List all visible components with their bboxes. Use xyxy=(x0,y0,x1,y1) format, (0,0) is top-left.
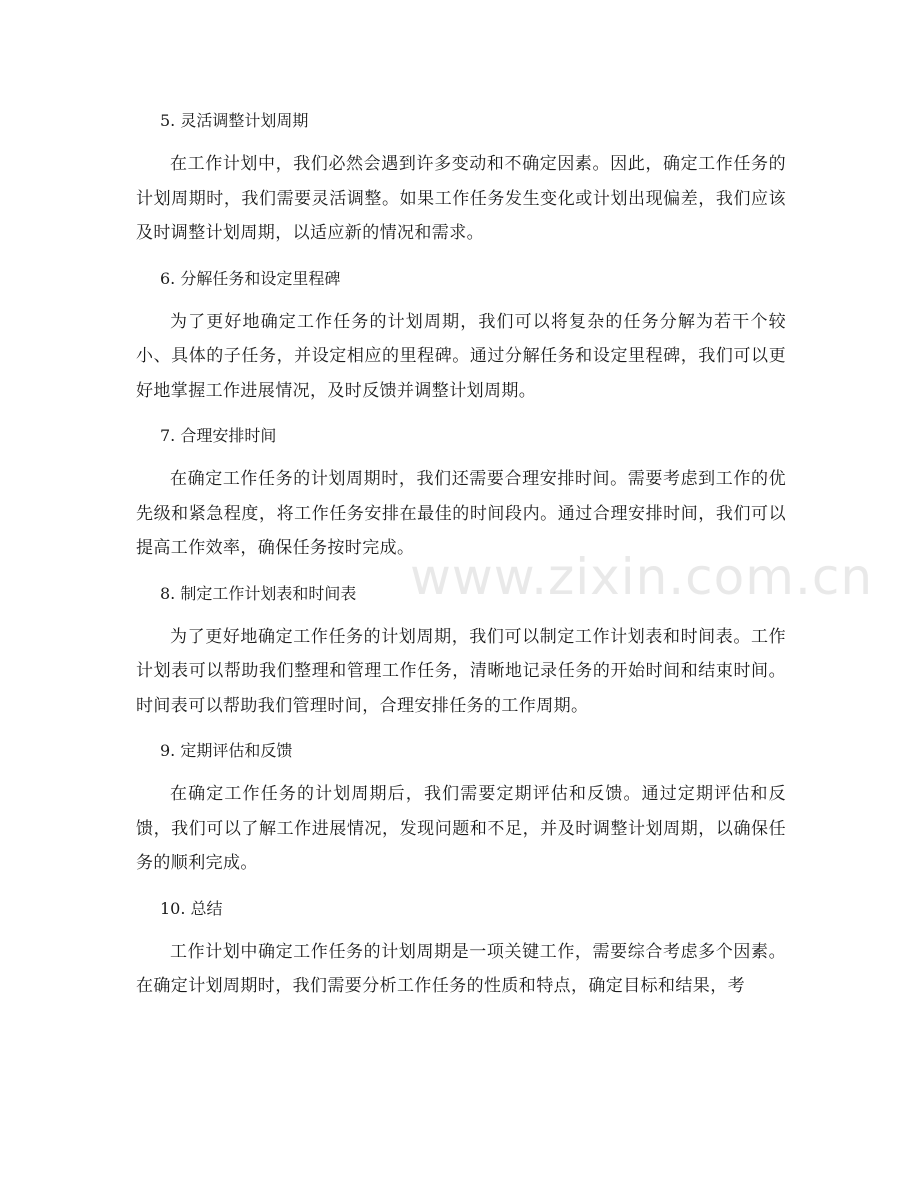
section-heading-10: 10. 总结 xyxy=(160,898,223,918)
section-body-9: 在确定工作任务的计划周期后，我们需要定期评估和反馈。通过定期评估和反馈，我们可以了解工作进展情况，发现问题和不足，并及时调整计划周期，以确保任务的顺利完成。 xyxy=(136,784,786,873)
section-heading-6: 6. 分解任务和设定里程碑 xyxy=(160,268,341,288)
section-heading-5: 5. 灵活调整计划周期 xyxy=(160,111,309,130)
section-body-5: 在工作计划中，我们必然会遇到许多变动和不确定因素。因此，确定工作任务的计划周期时，我们需要灵活调整。如果工作任务发生变化或计划出现偏差，我们应该及时调整计划周期，以适应新的情况和需求。 xyxy=(136,154,786,243)
section-body-7: 在确定工作任务的计划周期时，我们还需要合理安排时间。需要考虑到工作的优先级和紧急程度，将工作任务安排在最佳的时间段内。通过合理安排时间，我们可以提高工作效率，确保任务按时完成。 xyxy=(136,469,786,558)
section-body-10: 工作计划中确定工作任务的计划周期是一项关键工作，需要综合考虑多个因素。在确定计划周期时，我们需要分析工作任务的性质和特点，确定目标和结果，考 xyxy=(136,941,786,996)
section-body-6: 为了更好地确定工作任务的计划周期，我们可以将复杂的任务分解为若干个较小、具体的子任务，并设定相应的里程碑。通过分解任务和设定里程碑，我们可以更好地掌握工作进展情况，及时反馈并调整计划周期。 xyxy=(136,311,786,401)
section-body-8: 为了更好地确定工作任务的计划周期，我们可以制定工作计划表和时间表。工作计划表可以帮助我们整理和管理工作任务，清晰地记录任务的开始时间和结束时间。时间表可以帮助我们管理时间，合理安排任务的工作周期。 xyxy=(136,626,786,716)
section-heading-7: 7. 合理安排时间 xyxy=(160,426,277,445)
document-content xyxy=(136,104,786,1015)
section-heading-8: 8. 制定工作计划表和时间表 xyxy=(160,583,357,603)
section-heading-9: 9. 定期评估和反馈 xyxy=(160,741,293,760)
watermark: www.zixin.com.cn xyxy=(410,548,874,606)
